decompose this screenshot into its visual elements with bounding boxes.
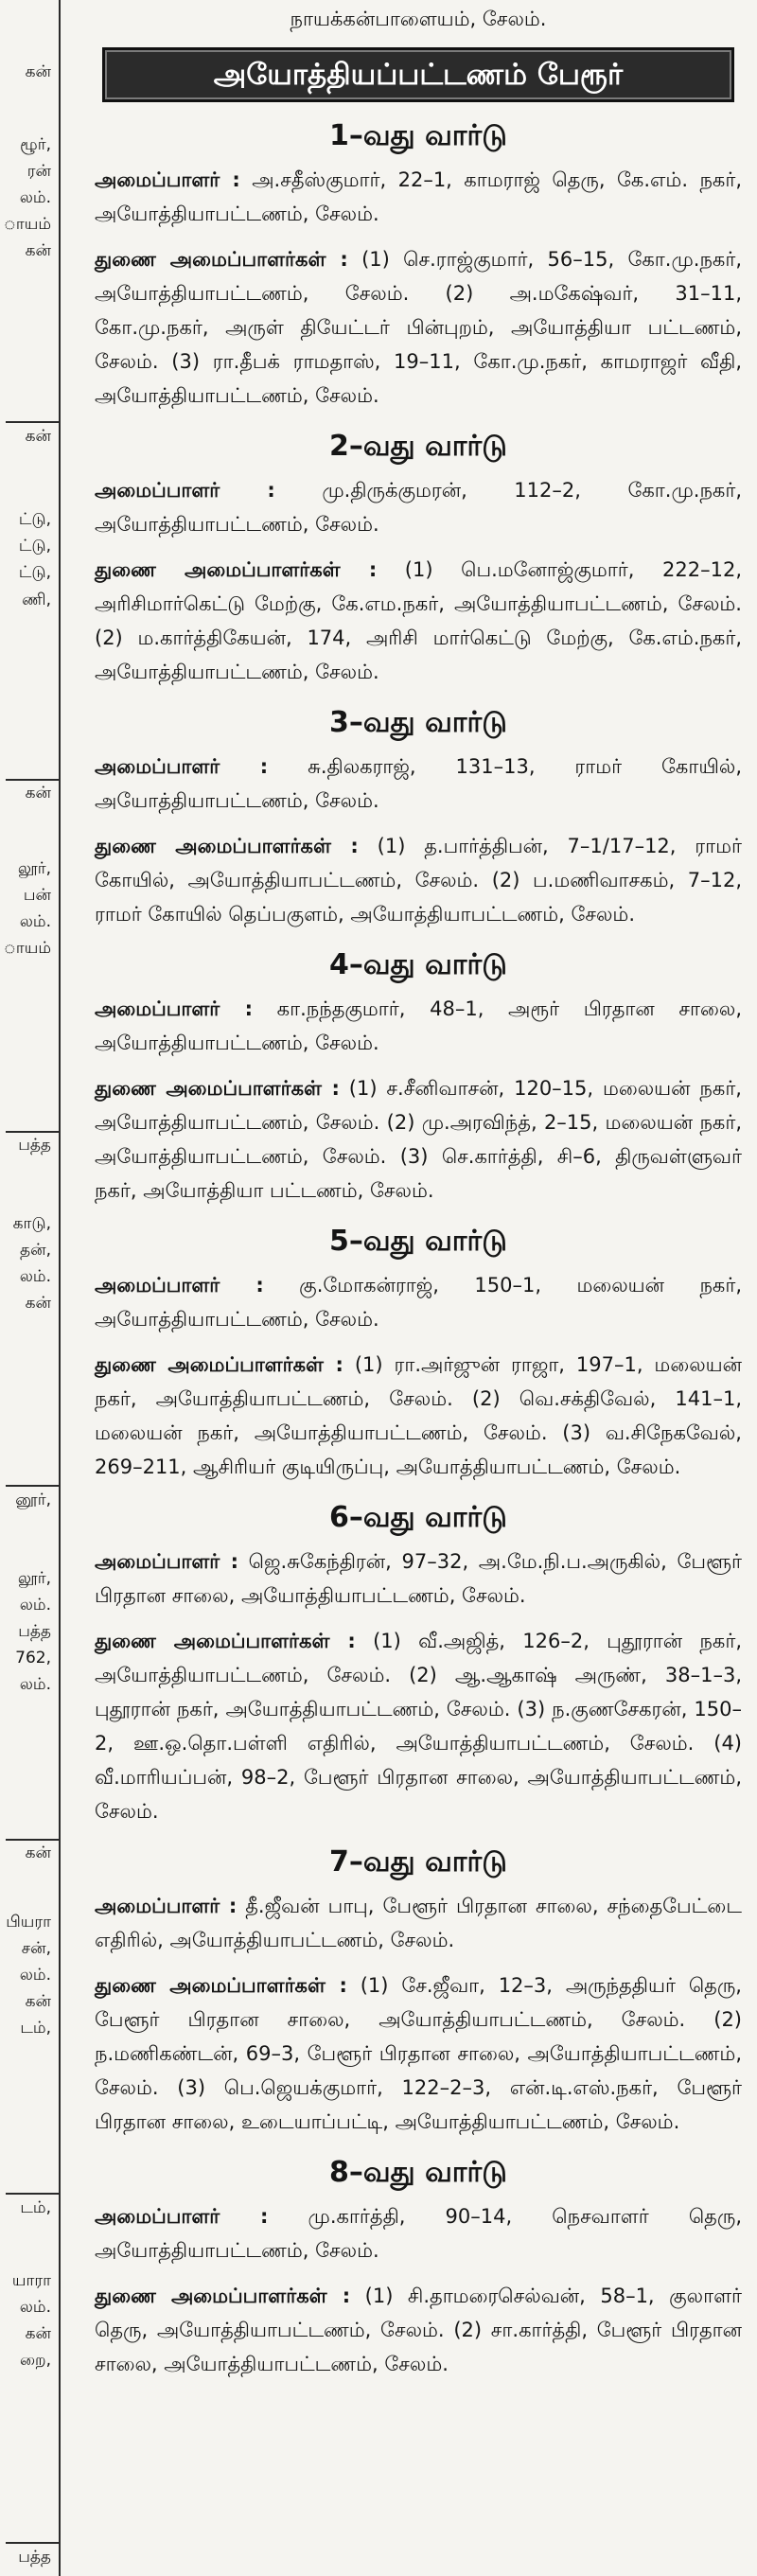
deputy-organizers-entry: [95, 1348, 742, 1484]
gutter-text-fragment: லம்.: [19, 2298, 51, 2317]
organizer-entry: [95, 1889, 742, 1957]
gutter-text-fragment: லூர்,: [17, 1569, 51, 1588]
deputy-organizers-entry: [95, 1968, 742, 2139]
gutter-text-fragment: பத்த: [18, 1622, 51, 1641]
gutter-divider: [6, 2193, 59, 2195]
gutter-text-fragment: தன்,: [20, 1241, 51, 1260]
ward-title: 7–வது வார்டு: [329, 1845, 507, 1879]
role-label: அமைப்பாளர் :: [95, 1550, 238, 1573]
top-text-fragment: நாயக்கன்பாளையம், சேலம்.: [290, 8, 547, 30]
deputy-organizers-entry: [95, 829, 742, 931]
role-label: துணை அமைப்பாளர்கள் :: [95, 2285, 351, 2307]
member-details: (1) வீ.அஜித், 126–2, புதூரான் நகர், அயோத்தியாபட்டணம், சேலம். (2) ஆ.ஆகாஷ் அருண், 38–1–3, புதூரான் நகர், அயோத்தியாபட்டணம், சேலம். (3) ந.குணசேகரன், 150–2, ஊ.ஒ.தொ.பள்ளி எதிரில், அயோத்தியாபட்டணம், சேலம். (4) வீ.மாரியப்பன், 98–2, பேளூர் பிரதான சாலை, அயோத்தியாபட்டணம், சேலம்.: [95, 1630, 742, 1823]
role-label: துணை அமைப்பாளர்கள் :: [95, 1630, 356, 1652]
member-details: (1) ரா.அர்ஜுன் ராஜா, 197–1, மலையன் நகர், அயோத்தியாபட்டணம், சேலம். (2) வெ.சக்திவேல், 141–1, மலையன் நகர், அயோத்தியாபட்டணம், சேலம். (3) வ.சிநேகவேல், 269–211, ஆசிரியர் குடியிருப்பு, அயோத்தியாபட்டணம், சேலம்.: [95, 1353, 742, 1478]
deputy-organizers-entry: [95, 1071, 742, 1208]
role-label: அமைப்பாளர் :: [95, 1274, 264, 1297]
organizer-entry: [95, 1544, 742, 1613]
role-label: அமைப்பாளர் :: [95, 479, 275, 502]
member-details: (1) த.பார்த்திபன், 7–1/17–12, ராமர் கோயில், அயோத்தியாபட்டணம், சேலம். (2) ப.மணிவாசகம், 7–12, ராமர் கோயில் தெப்பகுளம், அயோத்தியாபட்டணம், சேலம்.: [95, 835, 742, 926]
gutter-text-fragment: கன்: [25, 1294, 51, 1313]
gutter-text-fragment: கன்: [25, 1992, 51, 2011]
organizer-entry: [95, 163, 742, 231]
ward-title: 8–வது வார்டு: [329, 2156, 507, 2189]
gutter-text-fragment: ட்டு,: [18, 537, 51, 556]
gutter-text-fragment: ரன்: [26, 162, 51, 181]
organizer-entry: [95, 750, 742, 818]
gutter-divider: [6, 421, 59, 423]
member-details: சு.திலகராஜ், 131–13, ராமர் கோயில், அயோத்தியாபட்டணம், சேலம்.: [95, 755, 742, 812]
member-details: (1) சே.ஜீவா, 12–3, அருந்ததியர் தெரு, பேளூர் பிரதான சாலை, அயோத்தியாபட்டணம், சேலம். (2) ந.மணிகண்டன், 69–3, பேளூர் பிரதான சாலை, அயோத்தியாபட்டணம், சேலம். (3) பெ.ஜெயக்குமார், 122–2–3, என்.டி.எஸ்.நகர், பேளூர் பிரதான சாலை, உடையாப்பட்டி, அயோத்தியாபட்டணம், சேலம்.: [95, 1974, 742, 2133]
organizer-entry: [95, 992, 742, 1060]
member-details: ஜெ.சுகேந்திரன், 97–32, அ.மே.நி.ப.அருகில், பேளூர் பிரதான சாலை, அயோத்தியாபட்டணம், சேலம்.: [95, 1550, 742, 1607]
gutter-text-fragment: பத்த: [18, 1136, 51, 1155]
organizer-entry: [95, 1268, 742, 1336]
role-label: துணை அமைப்பாளர்கள் :: [95, 835, 359, 857]
ward-list-column: [91, 0, 746, 2576]
gutter-text-fragment: 762,: [15, 1649, 51, 1667]
gutter-text-fragment: லூர்,: [17, 859, 51, 878]
gutter-text-fragment: பியரா: [6, 1913, 51, 1932]
ward-section: [91, 946, 746, 1208]
ward-title: 3–வது வார்டு: [329, 706, 507, 739]
ward-section: [91, 704, 746, 931]
gutter-text-fragment: லம்.: [19, 188, 51, 207]
ward-sections: [91, 117, 746, 2381]
ward-title: 6–வது வார்டு: [329, 1501, 507, 1534]
member-details: மு.திருக்குமரன், 112–2, கோ.மு.நகர், அயோத்தியாபட்டணம், சேலம்.: [95, 479, 742, 536]
left-column-fragment: [0, 0, 61, 2576]
role-label: துணை அமைப்பாளர்கள் :: [95, 1077, 340, 1100]
organizer-entry: [95, 473, 742, 541]
gutter-text-fragment: ட்டு,: [18, 563, 51, 582]
deputy-organizers-entry: [95, 242, 742, 413]
gutter-text-fragment: ழூர்,: [20, 135, 51, 154]
member-details: கா.நந்தகுமார், 48–1, அரூர் பிரதான சாலை, அயோத்தியாபட்டணம், சேலம்.: [95, 997, 742, 1054]
ward-section: [91, 428, 746, 689]
gutter-divider: [6, 1839, 59, 1841]
section-banner: அயோத்தியப்பட்டணம் பேரூர்: [102, 47, 734, 102]
gutter-text-fragment: பத்த: [18, 2548, 51, 2567]
member-details: அ.சதீஸ்குமார், 22–1, காமராஜ் தெரு, கே.எம். நகர், அயோத்தியாபட்டணம், சேலம்.: [95, 168, 742, 225]
role-label: அமைப்பாளர் :: [95, 1895, 238, 1917]
gutter-text-fragment: லம்.: [19, 1596, 51, 1614]
gutter-text-fragment: டம்,: [20, 2019, 51, 2038]
gutter-text-fragment: பன்: [23, 886, 51, 905]
gutter-text-fragment: கன்: [25, 1844, 51, 1862]
ward-section: [91, 117, 746, 413]
gutter-text-fragment: ட்டு,: [18, 510, 51, 529]
gutter-text-fragment: றை,: [19, 2351, 51, 2370]
gutter-text-fragment: டம்,: [20, 2198, 51, 2217]
ward-section: [91, 1223, 746, 1484]
gutter-text-fragment: யாரா: [11, 2271, 51, 2290]
member-details: கு.மோகன்ராஜ், 150–1, மலையன் நகர், அயோத்தியாபட்டணம், சேலம்.: [95, 1274, 743, 1331]
gutter-text-fragment: லம்.: [19, 1966, 51, 1985]
gutter-text-fragment: லம்.: [19, 1267, 51, 1286]
gutter-divider: [6, 1131, 59, 1133]
gutter-text-fragment: னூர்,: [15, 1491, 51, 1509]
section-banner-wrap: [91, 40, 746, 102]
organizer-entry: [95, 2199, 742, 2267]
role-label: துணை அமைப்பாளர்கள் :: [95, 1974, 347, 1997]
gutter-text-fragment: கன்: [25, 62, 51, 81]
gutter-text-fragment: காடு,: [12, 1214, 51, 1233]
gutter-text-fragment: கன்: [25, 2324, 51, 2343]
ward-title: 4–வது வார்டு: [329, 948, 507, 981]
role-label: துணை அமைப்பாளர்கள் :: [95, 248, 348, 271]
deputy-organizers-entry: [95, 553, 742, 689]
ward-title: 2–வது வார்டு: [329, 430, 507, 463]
gutter-divider: [6, 1485, 59, 1487]
gutter-text-fragment: ாயம்: [3, 215, 51, 234]
gutter-text-fragment: கன்: [25, 241, 51, 260]
ward-section: [91, 2154, 746, 2381]
ward-section: [91, 1844, 746, 2139]
gutter-text-fragment: கன்: [25, 784, 51, 803]
gutter-text-fragment: ணி,: [22, 591, 51, 609]
member-details: தீ.ஜீவன் பாபு, பேளூர் பிரதான சாலை, சந்தைபேட்டை எதிரில், அயோத்தியாபட்டணம், சேலம்.: [95, 1895, 742, 1951]
role-label: அமைப்பாளர் :: [95, 755, 269, 778]
member-details: (1) செ.ராஜ்குமார், 56–15, கோ.மு.நகர், அயோத்தியாபட்டணம், சேலம். (2) அ.மகேஷ்வர், 31–11, கோ.மு.நகர், அருள் தியேட்டர் பின்புறம், அயோத்தியா பட்டணம், சேலம். (3) ரா.தீபக் ராமதாஸ், 19–11, கோ.மு.நகர், காமராஜர் வீதி, அயோத்தியாபட்டணம், சேலம்.: [95, 248, 742, 407]
role-label: அமைப்பாளர் :: [95, 2205, 269, 2228]
gutter-divider: [6, 779, 59, 781]
gutter-text-fragment: லம்.: [19, 912, 51, 931]
role-label: துணை அமைப்பாளர்கள் :: [95, 1353, 343, 1376]
role-label: அமைப்பாளர் :: [95, 168, 240, 191]
member-details: (1) பெ.மனோஜ்குமார், 222–12, அரிசிமார்கெட்டு மேற்கு, கே.எம.நகர், அயோத்தியாபட்டணம், சேலம். (2) ம.கார்த்திகேயன், 174, அரிசி மார்கெட்டு மேற்கு, கே.எம்.நகர், அயோத்தியாபட்டணம், சேலம்.: [95, 558, 742, 683]
member-details: (1) சி.தாமரைசெல்வன், 58–1, குலாளர் தெரு, அயோத்தியாபட்டணம், சேலம். (2) சா.கார்த்தி, பேளூர் பிரதான சாலை, அயோத்தியாபட்டணம், சேலம்.: [95, 2285, 742, 2375]
member-details: மு.கார்த்தி, 90–14, நெசவாளர் தெரு, அயோத்தியாபட்டணம், சேலம்.: [95, 2205, 742, 2262]
ward-section: [91, 1499, 746, 1828]
member-details: (1) ச.சீனிவாசன், 120–15, மலையன் நகர், அயோத்தியாபட்டணம், சேலம். (2) மு.அரவிந்த், 2–15, மலையன் நகர், அயோத்தியாபட்டணம், சேலம். (3) செ.கார்த்தி, சி–6, திருவள்ளுவர் நகர், அயோத்தியா பட்டணம், சேலம்.: [95, 1077, 742, 1202]
gutter-text-fragment: சன்,: [21, 1939, 51, 1958]
gutter-text-fragment: கன்: [25, 427, 51, 446]
ward-title: 5–வது வார்டு: [329, 1225, 507, 1258]
deputy-organizers-entry: [95, 1624, 742, 1828]
gutter-text-fragment: லம்.: [19, 1675, 51, 1694]
role-label: அமைப்பாளர் :: [95, 997, 253, 1020]
gutter-divider: [6, 2542, 59, 2544]
gutter-text-fragment: ாயம்: [3, 939, 51, 958]
ward-title: 1–வது வார்டு: [329, 119, 507, 152]
role-label: துணை அமைப்பாளர்கள் :: [95, 558, 378, 581]
deputy-organizers-entry: [95, 2279, 742, 2381]
